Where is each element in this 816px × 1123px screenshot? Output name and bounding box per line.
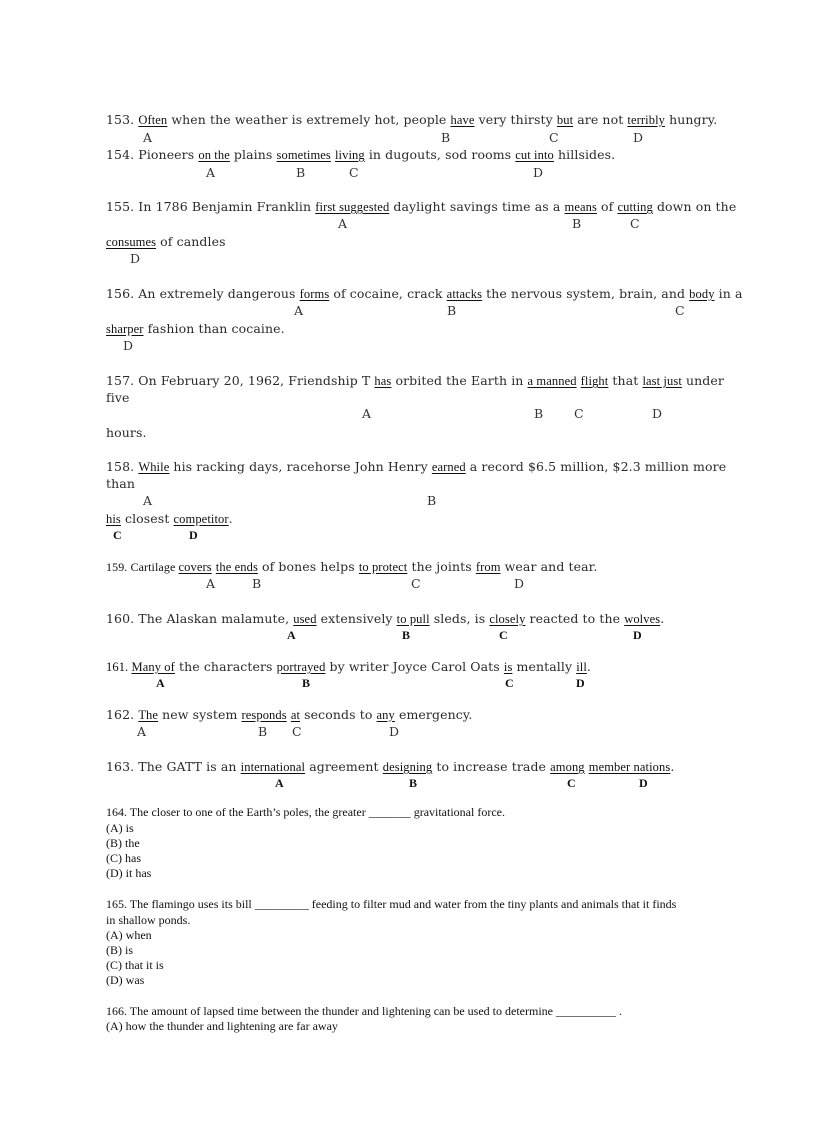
question-166-option-a: (A) how the thunder and lightening are far away: [106, 1019, 338, 1033]
question-166-stem: 166. The amount of lapsed time between the thunder and lightening can be used to determine __________ .: [106, 1004, 622, 1018]
option-letter-b: B: [296, 165, 306, 180]
question-165-stem-line2: in shallow ponds.: [106, 913, 191, 927]
option-letter-c: C: [630, 216, 640, 231]
option-letter-d: D: [633, 628, 642, 642]
question-165-option-a: (A) when: [106, 928, 152, 942]
question-155: 155. In 1786 Benjamin Franklin first suggested daylight savings time as a means of cutting down on the: [106, 199, 737, 214]
option-letter-d: D: [576, 676, 585, 690]
question-155-line2: consumes of candles: [106, 234, 226, 249]
question-153: 153. Often when the weather is extremely hot, people have very thirsty but are not terribly hungry.: [106, 112, 718, 127]
option-letter-a: A: [294, 303, 304, 318]
question-157: 157. On February 20, 1962, Friendship T has orbited the Earth in a manned flight that last just under: [106, 373, 724, 388]
question-159: 159. Cartilage covers the ends of bones helps to protect the joints from wear and tear.: [106, 559, 598, 574]
option-letter-c: C: [499, 628, 508, 642]
option-letter-a: A: [156, 676, 165, 690]
option-letter-c: C: [113, 528, 122, 542]
option-letter-b: B: [534, 406, 544, 421]
question-161: 161. Many of the characters portrayed by writer Joyce Carol Oats is mentally ill.: [106, 659, 591, 674]
option-letter-c: C: [567, 776, 576, 790]
question-163: 163. The GATT is an international agreement designing to increase trade among member nations.: [106, 759, 675, 774]
option-letter-d: D: [123, 338, 134, 353]
option-letter-a: A: [137, 724, 147, 739]
question-157-line2: five: [106, 390, 130, 405]
option-letter-b: B: [402, 628, 411, 642]
question-158-line2: than: [106, 476, 135, 491]
question-156-line2: sharper fashion than cocaine.: [106, 321, 285, 336]
question-162: 162. The new system responds at seconds to any emergency.: [106, 707, 473, 722]
option-letter-a: A: [206, 165, 216, 180]
option-letter-c: C: [505, 676, 514, 690]
option-letter-b: B: [447, 303, 457, 318]
question-164-option-b: (B) the: [106, 836, 140, 850]
question-164-option-c: (C) has: [106, 851, 141, 865]
option-letter-c: C: [574, 406, 584, 421]
question-165-option-d: (D) was: [106, 973, 145, 987]
question-165-option-b: (B) is: [106, 943, 133, 957]
option-letter-d: D: [533, 165, 544, 180]
option-letter-d: D: [652, 406, 663, 421]
option-letter-a: A: [338, 216, 348, 231]
question-165-option-c: (C) that it is: [106, 958, 164, 972]
question-165-stem: 165. The flamingo uses its bill _________ feeding to filter mud and water from the tiny plants and animals that it finds: [106, 897, 677, 911]
option-letter-b: B: [572, 216, 582, 231]
option-letter-b: B: [427, 493, 437, 508]
option-letter-c: C: [349, 165, 359, 180]
question-164-option-a: (A) is: [106, 821, 134, 835]
option-letter-d: D: [633, 130, 644, 145]
question-157-line3: hours.: [106, 425, 147, 440]
question-164-stem: 164. The closer to one of the Earth’s poles, the greater _______ gravitational force.: [106, 805, 505, 819]
option-letter-c: C: [549, 130, 559, 145]
option-letter-c: C: [292, 724, 302, 739]
question-164-option-d: (D) it has: [106, 866, 152, 880]
question-158-line3: his closest competitor.: [106, 511, 233, 526]
option-letter-d: D: [639, 776, 648, 790]
option-letter-b: B: [441, 130, 451, 145]
question-154: 154. Pioneers on the plains sometimes living in dugouts, sod rooms cut into hillsides.: [106, 147, 616, 162]
question-158: 158. While his racking days, racehorse John Henry earned a record $6.5 million, $2.3 million more: [106, 459, 727, 474]
option-letter-a: A: [143, 493, 153, 508]
option-letter-a: A: [287, 628, 296, 642]
question-160: 160. The Alaskan malamute, used extensively to pull sleds, is closely reacted to the wolves.: [106, 611, 665, 626]
option-letter-c: C: [411, 576, 421, 591]
option-letter-d: D: [389, 724, 400, 739]
option-letter-a: A: [143, 130, 153, 145]
option-letter-b: B: [302, 676, 311, 690]
option-letter-b: B: [252, 576, 262, 591]
option-letter-d: D: [189, 528, 198, 542]
option-letter-a: A: [275, 776, 284, 790]
option-letter-a: A: [206, 576, 216, 591]
option-letter-d: D: [130, 251, 141, 266]
option-letter-c: C: [675, 303, 685, 318]
option-letter-b: B: [409, 776, 418, 790]
option-letter-a: A: [362, 406, 372, 421]
question-156: 156. An extremely dangerous forms of cocaine, crack attacks the nervous system, brain, and body in a: [106, 286, 743, 301]
option-letter-d: D: [514, 576, 525, 591]
option-letter-b: B: [258, 724, 268, 739]
